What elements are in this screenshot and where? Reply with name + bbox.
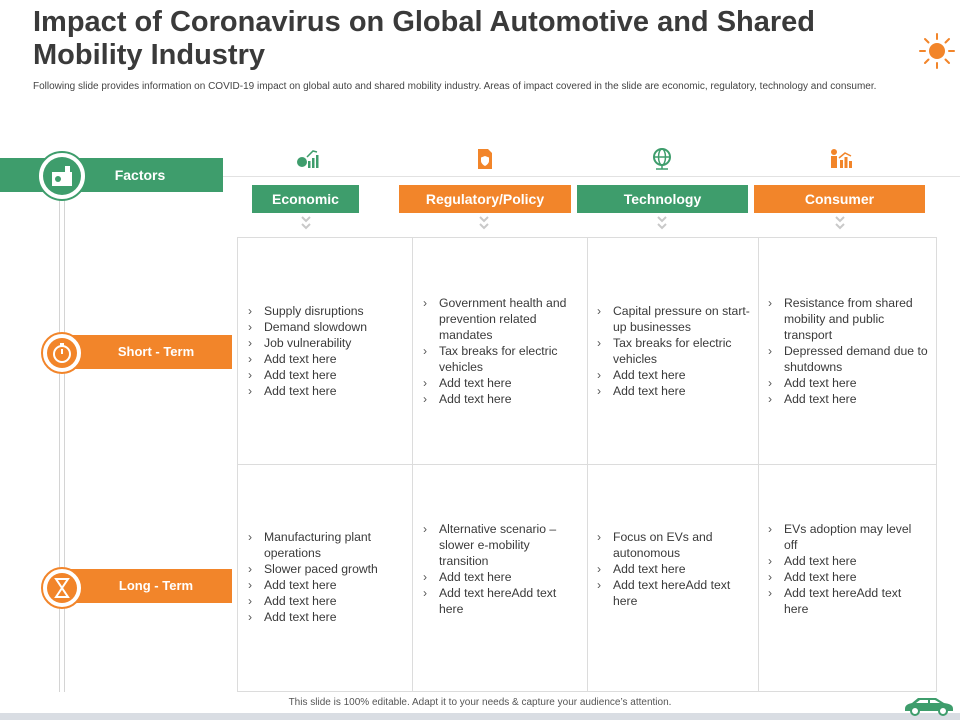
car-icon (902, 694, 956, 716)
stopwatch-icon (47, 338, 77, 368)
list-item: › Add text hereAdd text here (594, 577, 752, 609)
long-term-badge (41, 567, 83, 609)
column-header-economic: Economic (252, 185, 359, 213)
list-item: › Add text here (765, 553, 925, 569)
chevron-down-icon (654, 214, 670, 234)
list-item: › Tax breaks for electric vehicles (420, 343, 580, 375)
list-item: › Add text here (245, 577, 405, 593)
sun-icon (918, 32, 956, 70)
short-term-label: Short - Term (70, 335, 232, 369)
list-item: › Add text hereAdd text here (765, 585, 925, 617)
cell-long-regulatory (420, 521, 580, 617)
list-item: › Add text here (594, 561, 752, 577)
page-subtitle: Following slide provides information on COVID-19 impact on global auto and shared mobility industry. Areas of impact covered in the slide are economic, regulatory, technology and consumer. (33, 81, 877, 92)
chevron-down-icon (832, 214, 848, 234)
money-growth-icon (295, 147, 319, 171)
grid-divider (237, 464, 937, 465)
list-item: › Add text here (245, 609, 405, 625)
list-item: › Add text here (594, 367, 752, 383)
column-header-technology: Technology (577, 185, 748, 213)
hourglass-icon (47, 573, 77, 603)
list-item: › Add text hereAdd text here (420, 585, 580, 617)
list-item: › Resistance from shared mobility and public transport (765, 295, 930, 343)
globe-network-icon (650, 147, 674, 171)
factors-label: Factors (114, 167, 166, 183)
header-divider (222, 176, 960, 177)
list-item: › Add text here (594, 383, 752, 399)
list-item: › Add text here (420, 375, 580, 391)
list-item: › Demand slowdown (245, 319, 405, 335)
page-title: Impact of Coronavirus on Global Automotive and Shared Mobility Industry (33, 6, 816, 71)
factory-icon (43, 157, 81, 195)
list-item: › Job vulnerability (245, 335, 405, 351)
list-item: › Add text here (245, 367, 405, 383)
cell-short-regulatory (420, 295, 580, 407)
cell-short-economic (245, 303, 405, 399)
list-item: › Supply disruptions (245, 303, 405, 319)
list-item: › Depressed demand due to shutdowns (765, 343, 930, 375)
list-item: › Focus on EVs and autonomous (594, 529, 752, 561)
cell-short-technology (594, 303, 752, 399)
list-item: › Add text here (765, 375, 930, 391)
chevron-down-icon (476, 214, 492, 234)
list-item: › Add text here (245, 383, 405, 399)
cell-long-consumer (765, 521, 925, 617)
chevron-down-icon (298, 214, 314, 234)
list-item: › Tax breaks for electric vehicles (594, 335, 752, 367)
people-chart-icon (829, 147, 853, 171)
short-term-badge (41, 332, 83, 374)
list-item: › Add text here (245, 593, 405, 609)
long-term-label: Long - Term (70, 569, 232, 603)
cell-long-economic (245, 529, 405, 625)
column-header-consumer: Consumer (754, 185, 925, 213)
list-item: › Slower paced growth (245, 561, 405, 577)
cell-long-technology (594, 529, 752, 609)
document-shield-icon (473, 147, 497, 171)
factors-badge (37, 151, 87, 201)
list-item: › Add text here (420, 391, 580, 407)
timeline-line (59, 195, 65, 692)
list-item: › Alternative scenario – slower e-mobility transition (420, 521, 580, 569)
list-item: › Government health and prevention related mandates (420, 295, 580, 343)
list-item: › Add text here (765, 391, 930, 407)
list-item: › Add text here (245, 351, 405, 367)
list-item: › Add text here (765, 569, 925, 585)
list-item: › EVs adoption may level off (765, 521, 925, 553)
footer-note: This slide is 100% editable. Adapt it to your needs & capture your audience’s attention. (288, 697, 672, 708)
list-item: › Manufacturing plant operations (245, 529, 405, 561)
cell-short-consumer (765, 295, 930, 407)
footer-bar (0, 713, 960, 720)
list-item: › Capital pressure on start-up businesses (594, 303, 752, 335)
list-item: › Add text here (420, 569, 580, 585)
column-header-regulatory: Regulatory/Policy (399, 185, 571, 213)
